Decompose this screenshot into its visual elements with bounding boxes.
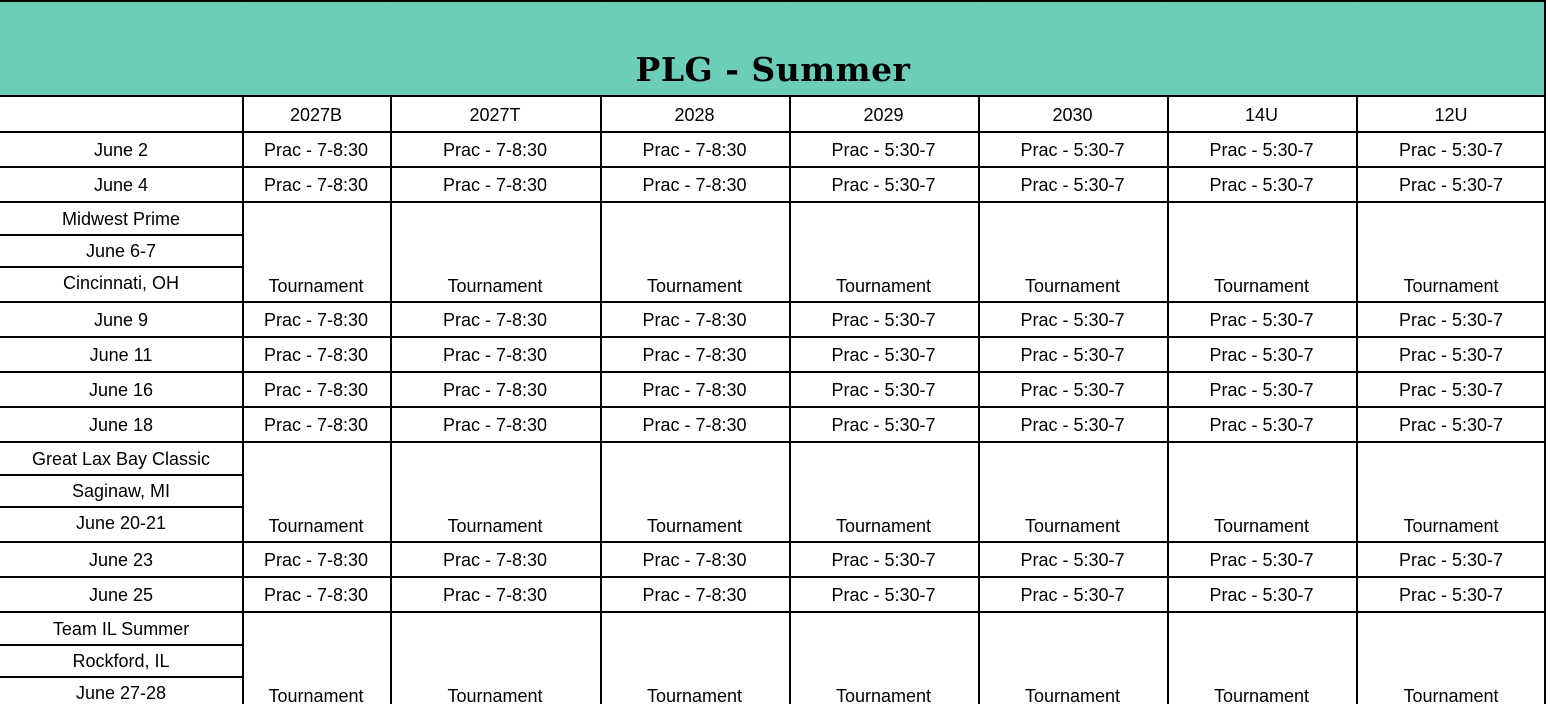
schedule-cell[interactable]: Prac - 5:30-7: [1209, 415, 1314, 435]
schedule-cell[interactable]: Tournament: [1403, 516, 1499, 536]
schedule-cell[interactable]: Prac - 7-8:30: [442, 380, 548, 400]
schedule-cell[interactable]: Prac - 5:30-7: [1020, 415, 1125, 435]
schedule-cell[interactable]: Prac - 5:30-7: [831, 175, 936, 195]
event-label-line[interactable]: June 20-21: [75, 513, 167, 533]
column-header[interactable]: 2030: [1052, 105, 1093, 125]
schedule-cell[interactable]: Prac - 5:30-7: [831, 310, 936, 330]
schedule-cell[interactable]: Prac - 5:30-7: [831, 415, 936, 435]
schedule-cell[interactable]: Prac - 5:30-7: [1209, 380, 1314, 400]
schedule-cell[interactable]: Prac - 5:30-7: [1209, 140, 1314, 160]
schedule-cell[interactable]: Prac - 5:30-7: [1020, 140, 1125, 160]
schedule-cell[interactable]: Prac - 5:30-7: [1209, 550, 1314, 570]
schedule-cell[interactable]: Tournament: [268, 686, 364, 706]
schedule-cell[interactable]: Prac - 5:30-7: [1398, 310, 1504, 330]
schedule-cell[interactable]: Prac - 7-8:30: [263, 140, 369, 160]
sheet-title: PLG - Summer: [635, 50, 911, 89]
schedule-cell[interactable]: Tournament: [646, 276, 743, 296]
schedule-cell[interactable]: Prac - 7-8:30: [263, 585, 369, 605]
schedule-cell[interactable]: Prac - 7-8:30: [442, 415, 548, 435]
event-label-line[interactable]: Team IL Summer: [52, 619, 190, 639]
title-banner: [0, 0, 1546, 97]
column-header[interactable]: 2028: [674, 105, 715, 125]
column-header[interactable]: 14U: [1244, 105, 1279, 125]
date-label[interactable]: June 18: [88, 415, 154, 435]
date-label[interactable]: June 11: [89, 345, 153, 365]
schedule-cell[interactable]: Tournament: [268, 276, 364, 296]
schedule-cell[interactable]: Tournament: [835, 686, 932, 706]
schedule-cell[interactable]: Prac - 5:30-7: [831, 550, 936, 570]
schedule-cell[interactable]: Prac - 7-8:30: [263, 345, 369, 365]
date-label[interactable]: June 16: [88, 380, 154, 400]
schedule-cell[interactable]: Prac - 7-8:30: [442, 585, 548, 605]
event-label-line[interactable]: Cincinnati, OH: [62, 273, 180, 293]
schedule-cell[interactable]: Prac - 5:30-7: [1209, 345, 1314, 365]
schedule-cell[interactable]: Prac - 7-8:30: [642, 310, 747, 330]
schedule-cell[interactable]: Tournament: [1024, 276, 1121, 296]
event-label-line[interactable]: June 6-7: [85, 241, 157, 261]
schedule-cell[interactable]: Prac - 5:30-7: [1398, 415, 1504, 435]
schedule-cell[interactable]: Prac - 7-8:30: [263, 550, 369, 570]
column-divider: [978, 97, 980, 704]
schedule-cell[interactable]: Tournament: [646, 686, 743, 706]
schedule-cell[interactable]: Tournament: [447, 686, 543, 706]
schedule-cell[interactable]: Prac - 5:30-7: [831, 345, 936, 365]
schedule-cell[interactable]: Prac - 5:30-7: [1398, 345, 1504, 365]
schedule-cell[interactable]: Prac - 5:30-7: [1398, 380, 1504, 400]
banner-column-tick: [600, 2, 601, 5]
column-header[interactable]: 12U: [1434, 105, 1468, 125]
event-label-line[interactable]: Great Lax Bay Classic: [31, 449, 211, 469]
schedule-cell[interactable]: Tournament: [1213, 686, 1310, 706]
banner-column-tick: [1356, 2, 1357, 5]
schedule-cell[interactable]: Prac - 5:30-7: [1020, 550, 1125, 570]
schedule-cell[interactable]: Tournament: [835, 276, 932, 296]
schedule-cell[interactable]: Prac - 7-8:30: [642, 585, 747, 605]
schedule-cell[interactable]: Tournament: [1213, 276, 1310, 296]
schedule-cell[interactable]: Prac - 7-8:30: [642, 415, 747, 435]
schedule-cell[interactable]: Prac - 7-8:30: [442, 310, 548, 330]
schedule-cell[interactable]: Prac - 7-8:30: [263, 415, 369, 435]
schedule-cell[interactable]: Tournament: [447, 516, 543, 536]
schedule-cell[interactable]: Prac - 7-8:30: [442, 140, 548, 160]
column-header[interactable]: 2027B: [289, 105, 343, 125]
schedule-cell[interactable]: Prac - 5:30-7: [1398, 550, 1504, 570]
schedule-cell[interactable]: Prac - 7-8:30: [642, 550, 747, 570]
column-header[interactable]: 2029: [863, 105, 904, 125]
schedule-cell[interactable]: Prac - 5:30-7: [1398, 140, 1504, 160]
schedule-cell[interactable]: Prac - 7-8:30: [642, 380, 747, 400]
schedule-cell[interactable]: Prac - 7-8:30: [442, 175, 548, 195]
event-label-line[interactable]: Midwest Prime: [61, 209, 181, 229]
schedule-cell[interactable]: Prac - 5:30-7: [1020, 380, 1125, 400]
date-label[interactable]: June 25: [88, 585, 154, 605]
schedule-cell[interactable]: Prac - 5:30-7: [831, 380, 936, 400]
schedule-cell[interactable]: Tournament: [447, 276, 543, 296]
schedule-cell[interactable]: Prac - 7-8:30: [442, 550, 548, 570]
column-divider: [1356, 97, 1358, 704]
schedule-cell[interactable]: Prac - 7-8:30: [642, 175, 747, 195]
date-label[interactable]: June 4: [93, 175, 149, 195]
schedule-cell[interactable]: Prac - 5:30-7: [1020, 175, 1125, 195]
schedule-cell[interactable]: Tournament: [646, 516, 743, 536]
schedule-cell[interactable]: Tournament: [268, 516, 364, 536]
schedule-cell[interactable]: Prac - 7-8:30: [263, 175, 369, 195]
schedule-cell[interactable]: Tournament: [1024, 686, 1121, 706]
schedule-cell[interactable]: Prac - 5:30-7: [1209, 585, 1314, 605]
column-divider: [1544, 97, 1546, 704]
schedule-cell[interactable]: Tournament: [835, 516, 932, 536]
schedule-cell[interactable]: Tournament: [1403, 686, 1499, 706]
schedule-cell[interactable]: Prac - 7-8:30: [642, 140, 747, 160]
schedule-cell[interactable]: Prac - 5:30-7: [831, 585, 936, 605]
column-header[interactable]: 2027T: [469, 105, 521, 125]
date-label[interactable]: June 23: [88, 550, 154, 570]
column-divider: [242, 97, 244, 704]
schedule-cell[interactable]: Prac - 5:30-7: [1020, 310, 1125, 330]
event-label-line[interactable]: Rockford, IL: [72, 651, 170, 671]
schedule-cell[interactable]: Prac - 5:30-7: [1209, 175, 1314, 195]
schedule-cell[interactable]: Tournament: [1213, 516, 1310, 536]
column-divider: [600, 97, 602, 704]
event-label-line[interactable]: June 27-28: [75, 683, 167, 703]
schedule-cell[interactable]: Tournament: [1403, 276, 1499, 296]
column-divider: [390, 97, 392, 704]
column-divider: [789, 97, 791, 704]
banner-column-tick: [1167, 2, 1168, 5]
schedule-cell[interactable]: Prac - 7-8:30: [263, 310, 369, 330]
schedule-cell[interactable]: Tournament: [1024, 516, 1121, 536]
banner-column-tick: [390, 2, 391, 5]
banner-column-tick: [242, 2, 243, 5]
date-label[interactable]: June 9: [93, 310, 149, 330]
schedule-cell[interactable]: Prac - 7-8:30: [642, 345, 747, 365]
event-label-line[interactable]: Saginaw, MI: [71, 481, 171, 501]
date-label[interactable]: June 2: [93, 140, 149, 160]
schedule-cell[interactable]: Prac - 7-8:30: [442, 345, 548, 365]
schedule-cell[interactable]: Prac - 5:30-7: [1020, 585, 1125, 605]
schedule-cell[interactable]: Prac - 7-8:30: [263, 380, 369, 400]
banner-column-tick: [789, 2, 790, 5]
schedule-cell[interactable]: Prac - 5:30-7: [831, 140, 936, 160]
schedule-cell[interactable]: Prac - 5:30-7: [1398, 175, 1504, 195]
column-divider: [1167, 97, 1169, 704]
schedule-cell[interactable]: Prac - 5:30-7: [1209, 310, 1314, 330]
banner-column-tick: [978, 2, 979, 5]
schedule-cell[interactable]: Prac - 5:30-7: [1398, 585, 1504, 605]
schedule-cell[interactable]: Prac - 5:30-7: [1020, 345, 1125, 365]
